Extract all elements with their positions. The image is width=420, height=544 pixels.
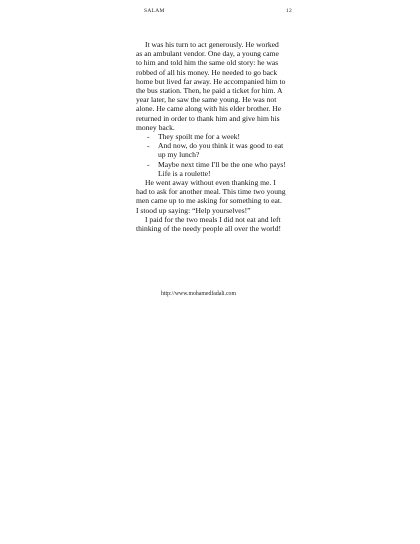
dialogue-line: [136, 132, 286, 141]
dialogue-list: [136, 132, 286, 178]
dialogue-text: And now, do you think it was good to eat up my lunch?: [158, 141, 284, 160]
footer-url[interactable]: http://www.mohamedfadali.com: [161, 291, 236, 297]
dialogue-dash: -: [147, 132, 150, 142]
paragraph: He went away without even thanking me. I had to ask for another meal. This time two young men came up to me asking for something to eat. I stood up saying: “Help yourselves!”: [136, 178, 286, 215]
running-header: [144, 8, 292, 18]
paragraph: I paid for the two meals I did not eat and left thinking of the needy people all over the world!: [136, 214, 282, 234]
paragraph: It was his turn to act generously. He worked as an ambulant vendor. One day, a young came to him and told him the same old story: he was robbed of all his money. He needed to go back home but lived far away. He accompanied him to the bus station. Then, he paid a ticket for him. A year later, he saw the same young. He was not alone. He came along with his elder brother. He returned in order to thank him and give him his money back.: [136, 40, 286, 132]
dialogue-text: Maybe next time I'll be the one who pays! Life is a roulette!: [158, 159, 286, 178]
page-number: 12: [285, 8, 292, 14]
dialogue-text: They spoilt me for a week!: [158, 132, 241, 142]
dialogue-dash: -: [147, 141, 150, 151]
dialogue-line: [136, 141, 286, 159]
dialogue-line: [136, 160, 286, 178]
dialogue-dash: -: [147, 159, 150, 169]
body-text: [136, 40, 286, 233]
running-title: SALAM: [144, 8, 165, 14]
